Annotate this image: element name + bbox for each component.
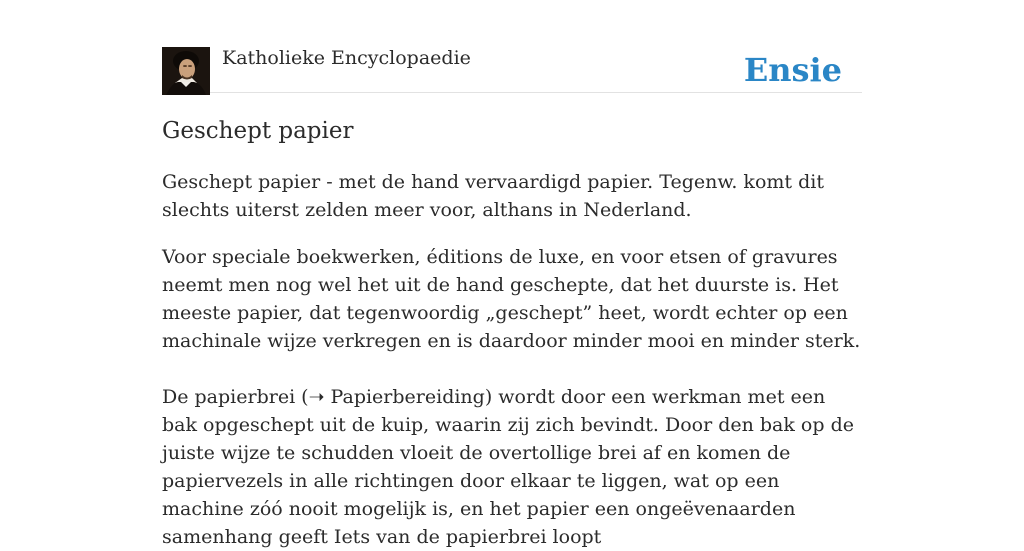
paragraph-3-intro: De papierbrei ( bbox=[162, 386, 309, 408]
paragraph-1: Geschept papier - met de hand vervaardigd papier. Tegenw. komt dit slechts uiterst zelden meer voor, althans in Nederland. bbox=[162, 171, 824, 221]
article-body bbox=[162, 168, 862, 551]
header bbox=[162, 0, 862, 93]
brand-logo[interactable]: Ensie bbox=[743, 51, 842, 89]
paragraph-3-rest: ) wordt door een werkman met een bak opgeschept uit de kuip, waarin zij zich bevindt. Door den bak op de juiste wijze te schudden vloeit de overtollige brei af en komen de papiervezels in alle richtingen door elkaar te liggen, wat op een machine zóó nooit mogelijk is, en het papier een ongeëvenaarden samenhang geeft Iets van de papierbrei loopt bbox=[162, 386, 854, 548]
source-name[interactable]: Katholieke Encyclopaedie bbox=[222, 47, 471, 69]
portrait-avatar-icon[interactable] bbox=[162, 47, 210, 95]
paragraph-3 bbox=[162, 383, 862, 551]
papierbereiding-link[interactable]: Papierbereiding bbox=[324, 386, 485, 408]
arrow-right-icon: ➝ bbox=[308, 386, 325, 408]
article-title: Geschept papier bbox=[162, 118, 354, 144]
paragraph-2: Voor speciale boekwerken, éditions de luxe, en voor etsen of gravures neemt men nog wel het uit de hand geschepte, dat het duurste is. Het meeste papier, dat tegenwoordig „geschept” heet, wordt echter op een machinale wijze verkregen en is daardoor minder mooi en minder sterk. bbox=[162, 246, 861, 352]
page bbox=[162, 0, 862, 548]
